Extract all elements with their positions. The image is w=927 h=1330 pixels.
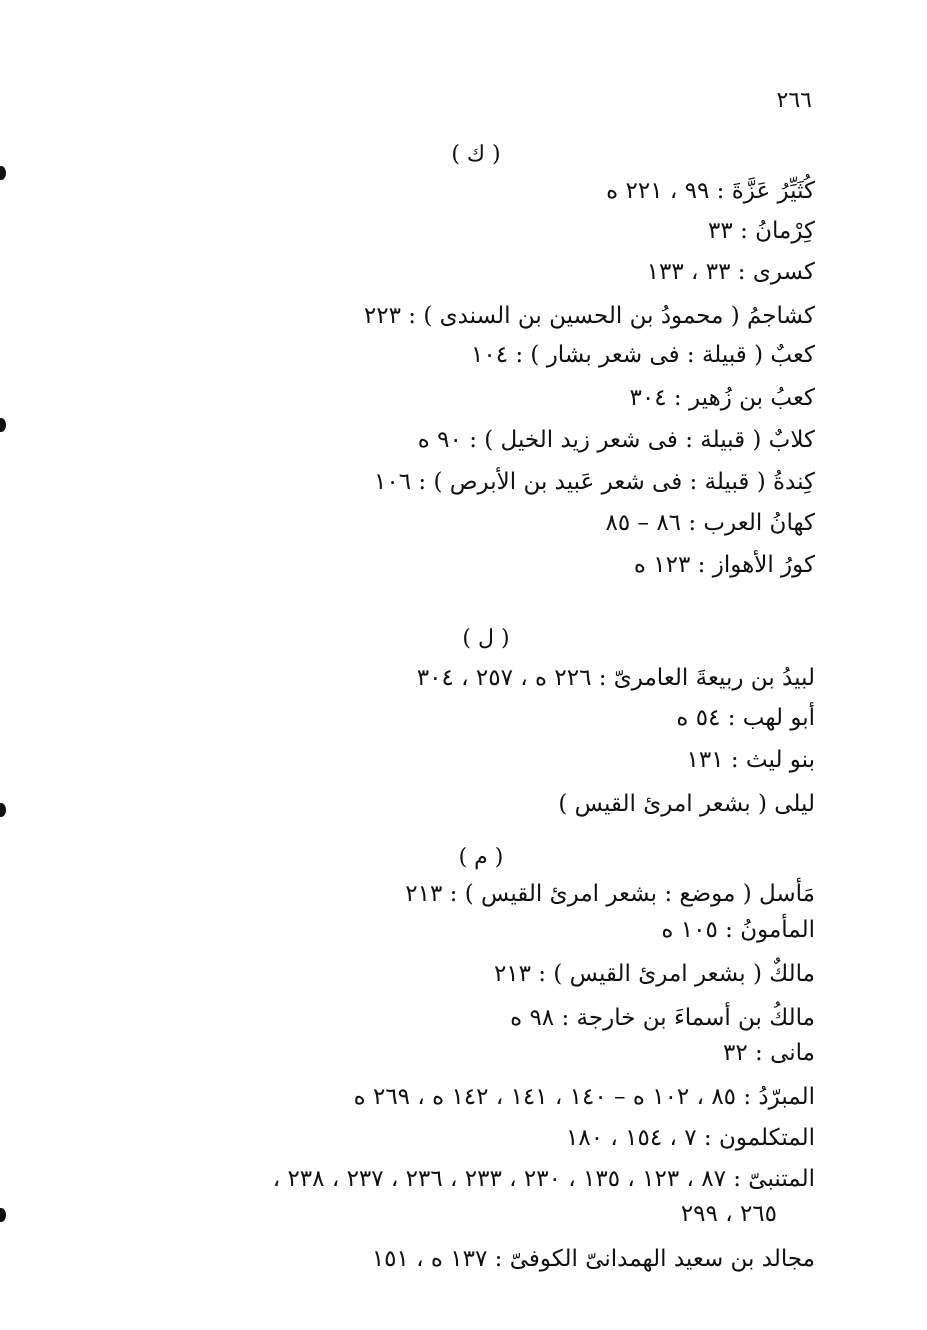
index-entry: لبيدُ بن ربيعةَ العامرىّ : ٢٢٦ ه ، ٢٥٧ ، ٣٠٤	[416, 665, 815, 691]
index-entry: المبرّدُ : ٨٥ ، ١٠٢ ه – ١٤٠ ، ١٤١ ، ١٤٢ ه ، ٢٦٩ ه	[353, 1084, 815, 1110]
index-entry: مانى : ٣٢	[723, 1040, 815, 1066]
binding-mark	[0, 418, 6, 432]
page-number: ٢٦٦	[776, 88, 812, 113]
index-entry: كعبٌ ( قبيلة : فى شعر بشار ) : ١٠٤	[470, 342, 815, 368]
index-entry: ليلى ( بشعر امرئ القيس )	[558, 791, 815, 817]
index-entry: أبو لهب : ٥٤ ه	[676, 705, 815, 731]
index-entry: كعبُ بن زُهير : ٣٠٤	[629, 385, 815, 411]
binding-mark	[0, 803, 6, 817]
binding-mark	[0, 166, 6, 180]
index-entry: مَأسل ( موضع : بشعر امرئ القيس ) : ٢١٣	[405, 881, 815, 907]
index-entry: كسرى : ٣٣ ، ١٣٣	[646, 259, 815, 285]
section-heading-mim: ( م )	[458, 845, 504, 870]
index-entry: كشاجمُ ( محمودُ بن الحسين بن السندى ) : ٢٢٣	[363, 303, 815, 329]
index-entry: كِندةُ ( قبيلة : فى شعر عَبيد بن الأبرص ) : ١٠٦	[374, 469, 815, 495]
index-entry: كلابٌ ( قبيلة : فى شعر زيد الخيل ) : ٩٠ ه	[417, 427, 815, 453]
index-entry: مجالد بن سعيد الهمدانىّ الكوفىّ : ١٣٧ ه ، ١٥١	[371, 1246, 815, 1272]
index-entry-continuation: ٢٦٥ ، ٢٩٩	[680, 1201, 777, 1227]
index-entry: المتكلمون : ٧ ، ١٥٤ ، ١٨٠	[566, 1125, 815, 1151]
section-heading-lam: ( ل )	[462, 626, 510, 651]
index-entry: كورُ الأهواز : ١٢٣ ه	[633, 552, 815, 578]
index-entry: المتنبىّ : ٨٧ ، ١٢٣ ، ١٣٥ ، ٢٣٠ ، ٢٣٣ ، ٢٣٦ ، ٢٣٧ ، ٢٣٨ ،	[272, 1166, 815, 1192]
index-entry: المأمونُ : ١٠٥ ه	[661, 917, 815, 943]
binding-mark	[0, 1208, 6, 1222]
index-entry: كُثَيِّرُ عَزَّةَ : ٩٩ ، ٢٢١ ه	[606, 178, 815, 204]
index-entry: كهانُ العرب : ٨٦ – ٨٥	[605, 510, 815, 536]
index-entry: مالكُ بن أسماءَ بن خارجة : ٩٨ ه	[510, 1005, 815, 1031]
section-heading-kaf: ( ك )	[451, 142, 501, 167]
index-entry: كِرْمانُ : ٣٣	[708, 218, 815, 244]
index-entry: مالكٌ ( بشعر امرئ القيس ) : ٢١٣	[493, 961, 815, 987]
index-entry: بنو ليث : ١٣١	[686, 747, 815, 773]
